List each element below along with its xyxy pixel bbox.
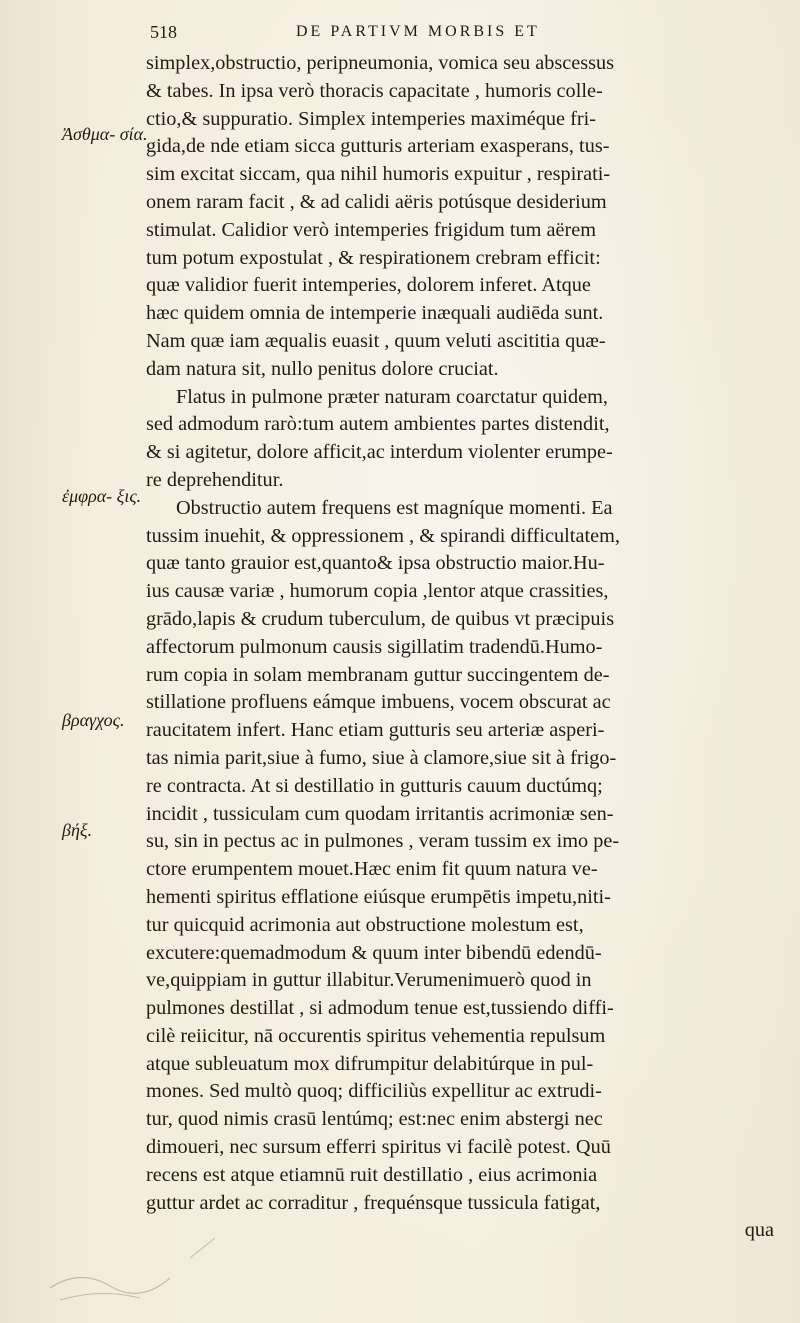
text-line: tum potum expostulat , & respirationem crebram efficit:	[146, 246, 601, 269]
text-line: & tabes. In ipsa verò thoracis capacitate , humoris colle-	[146, 79, 603, 102]
running-title: DE PARTIVM MORBIS ET	[296, 23, 540, 40]
text-line: recens est atque etiamnū ruit destillatio , eius acrimonia	[146, 1163, 598, 1186]
text-line: cilè reiicitur, nā occurentis spiritus vehementia repulsum	[146, 1024, 606, 1047]
text-line: gida,de nde etiam sicca gutturis arteriam exasperans, tus-	[146, 135, 610, 158]
text-line: pulmones destillat , si admodum tenue est,tussiendo diffi-	[146, 997, 614, 1020]
text-line: Nam quæ iam æqualis euasit , quum veluti ascititia quæ-	[146, 329, 606, 352]
text-line: mones. Sed multò quoq; difficiliùs expellitur ac extrudi-	[146, 1080, 602, 1103]
text-line: rum copia in solam membranam guttur succingentem de-	[146, 663, 610, 686]
text-line: ctio,& suppuratio. Simplex intemperies maximéque fri-	[146, 107, 597, 130]
text-line: hementi spiritus efflatione eiúsque erumpētis impetu,niti-	[146, 885, 611, 908]
text-line: affectorum pulmonum causis sigillatim tradendū.Humo-	[146, 635, 603, 658]
text-line: hæc quidem omnia de intemperie inæquali audiēda sunt.	[146, 302, 604, 325]
text-line: ve,quippiam in guttur illabitur.Verumenimuerò quod in	[146, 969, 592, 992]
body-text	[146, 50, 792, 1245]
text-line: Flatus in pulmone præter naturam coarctatur quidem,	[176, 385, 608, 408]
margin-note-obstruction: ἐμφρα- ξις.	[62, 486, 142, 506]
text-line: sim excitat siccam, qua nihil humoris expuitur , respirati-	[146, 163, 611, 186]
text-line: tur quicquid acrimonia aut obstructione molestum est,	[146, 913, 584, 936]
text-line: dimoueri, nec sursum efferri spiritus vi facilè potest. Quū	[146, 1136, 611, 1159]
text-line: guttur ardet ac corraditur , frequénsque tussicula fatigat,	[146, 1191, 601, 1214]
text-line: & si agitetur, dolore afficit,ac interdum violenter erumpe-	[146, 441, 613, 464]
text-line: tas nimia parit,siue à fumo, siue à clamore,siue sit à frigo-	[146, 746, 617, 769]
text-line: stillatione profluens eámque imbuens, vocem obscurat ac	[146, 691, 611, 714]
margin-note-asthma: Ἀσθμα- σία.	[62, 124, 148, 144]
ink-smudge	[40, 1228, 230, 1308]
text-line: tussim inuehit, & oppressionem , & spirandi difficultatem,	[146, 524, 620, 547]
text-line: atque subleuatum mox difrumpitur delabitúrque in pul-	[146, 1052, 594, 1075]
text-line: quæ tanto grauior est,quanto& ipsa obstructio maior.Hu-	[146, 552, 605, 575]
text-line: dam natura sit, nullo penitus dolore cruciat.	[146, 357, 499, 380]
text-line: re contracta. At si destillatio in gutturis cauum ductúmq;	[146, 774, 603, 797]
catchword: qua	[744, 1219, 774, 1242]
text-line: re deprehenditur.	[146, 468, 284, 491]
text-line: incidit , tussiculam cum quodam irritantis acrimoniæ sen-	[146, 802, 614, 825]
text-line: ctore erumpentem mouet.Hæc enim fit quum natura ve-	[146, 858, 598, 881]
page-number: 518	[150, 22, 177, 42]
text-line: sed admodum rarò:tum autem ambientes partes distendit,	[146, 413, 610, 436]
text-line: ius causæ variæ , humorum copia ,lentor atque crassities,	[146, 580, 609, 603]
text-line: Obstructio autem frequens est magníque momenti. Ea	[176, 496, 613, 519]
text-line: grādo,lapis & crudum tuberculum, de quibus vt præcipuis	[146, 607, 615, 630]
text-line: su, sin in pectus ac in pulmones , veram tussim ex imo pe-	[146, 830, 620, 853]
page-header	[150, 22, 790, 52]
text-line: tur, quod nimis crasū lentúmq; est:nec enim abstergi nec	[146, 1108, 603, 1131]
margin-note-cough: βήξ.	[62, 820, 93, 840]
text-line: stimulat. Calidior verò intemperies frigidum tum aërem	[146, 218, 597, 241]
margin-note-hoarseness: βραγχος.	[62, 710, 125, 730]
text-line: simplex,obstructio, peripneumonia, vomica seu abscessus	[146, 52, 615, 74]
text-line: quæ validior fuerit intemperies, dolorem inferet. Atque	[146, 274, 591, 297]
text-line: onem raram facit , & ad calidi aëris potúsque desiderium	[146, 190, 607, 213]
text-line: excutere:quemadmodum & quum inter bibendū edendū-	[146, 941, 602, 964]
text-line: raucitatem infert. Hanc etiam gutturis seu arteriæ asperi-	[146, 719, 605, 742]
